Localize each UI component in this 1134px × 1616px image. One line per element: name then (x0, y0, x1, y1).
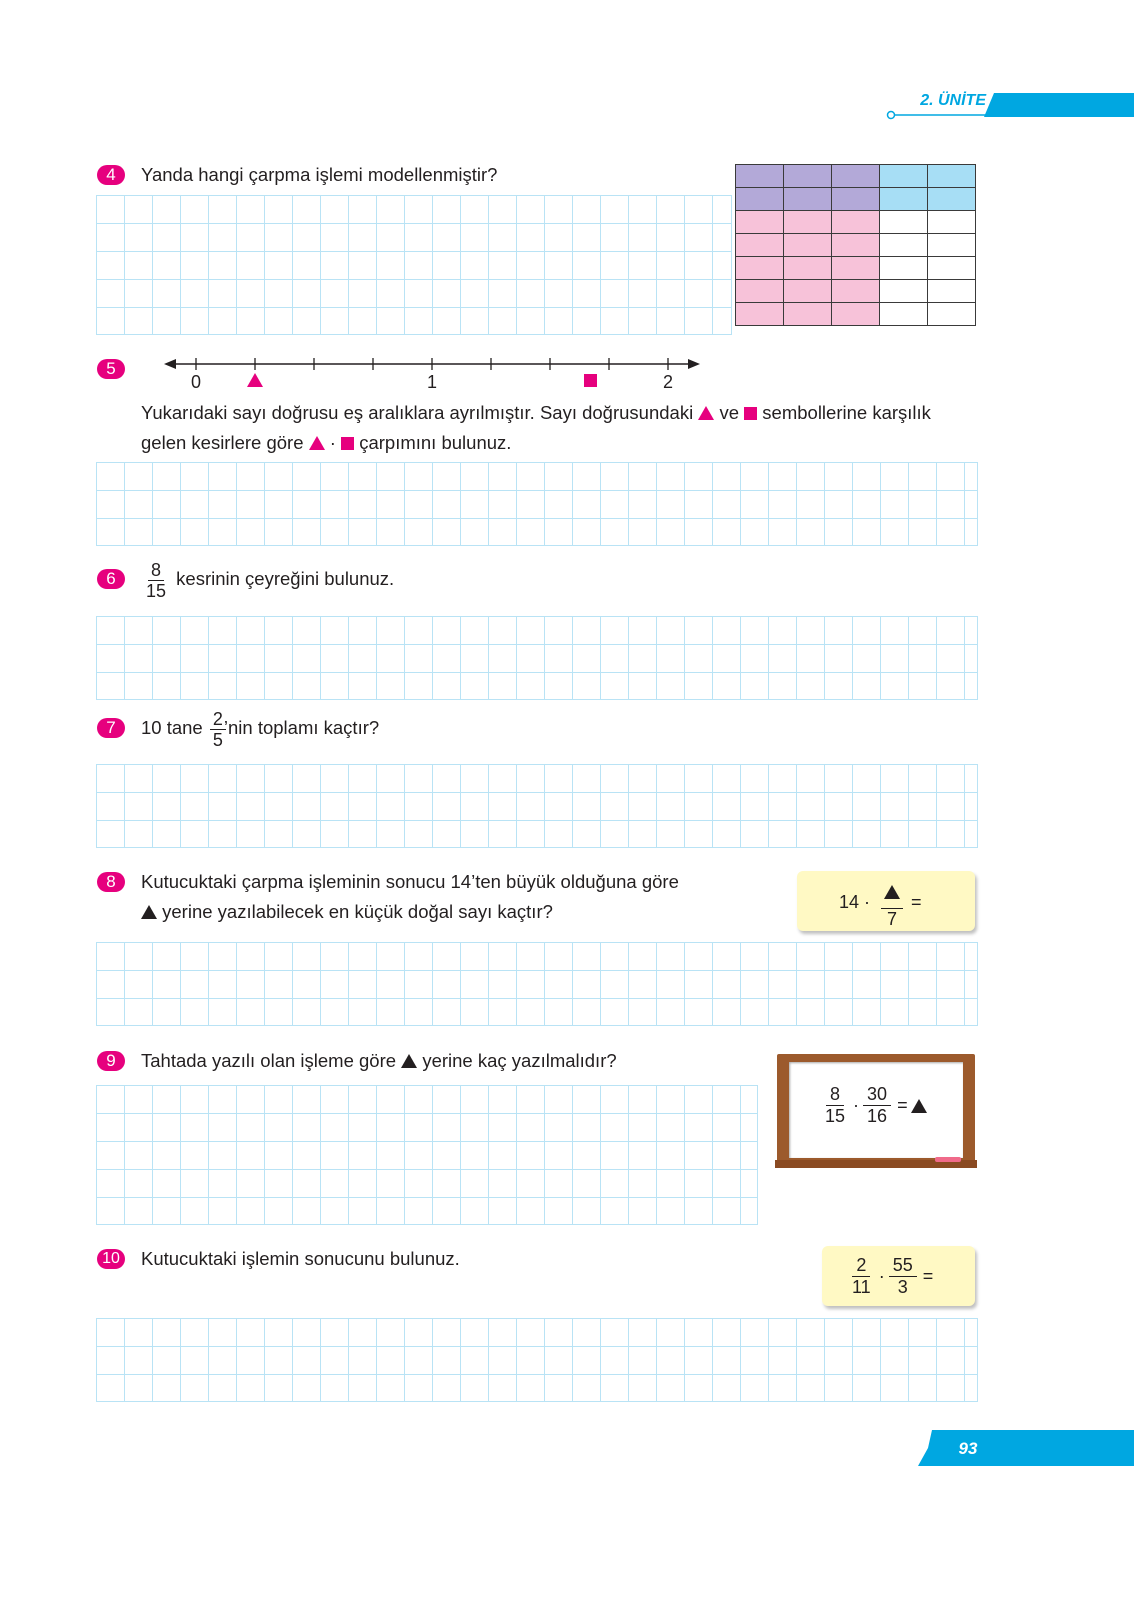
question-6-text (141, 557, 394, 601)
question-number-7: 7 (97, 718, 125, 738)
question-7-text (141, 706, 379, 750)
triangle-marker (247, 373, 263, 387)
fraction-denominator: 3 (897, 1277, 908, 1297)
q8-box-equals: = (911, 892, 922, 912)
multiplication-area-model (735, 164, 976, 326)
q8-box-left: 14 · (839, 892, 871, 912)
fraction-8-15 (143, 560, 169, 601)
q5-line2-start: gelen kesirlere göre (141, 432, 304, 453)
question-number-4: 4 (97, 165, 125, 185)
fraction-numerator: 30 (863, 1084, 891, 1106)
question-number-6: 6 (97, 569, 125, 589)
q5-line1-and: ve (719, 402, 740, 423)
square-icon (341, 437, 354, 450)
square-marker (584, 374, 597, 387)
fraction-numerator: 8 (826, 1084, 844, 1106)
q10-fraction-2 (889, 1255, 917, 1298)
triangle-icon (401, 1054, 417, 1068)
question-4-text: Yanda hangi çarpma işlemi modellenmiştir? (141, 164, 498, 185)
board-equals: = (897, 1095, 908, 1115)
question-number-10: 10 (97, 1249, 125, 1269)
number-line-label-0: 0 (190, 372, 201, 392)
q10-equals: = (922, 1266, 934, 1286)
board-expression (821, 1084, 927, 1127)
question-8-line-1: Kutucuktaki çarpma işleminin sonucu 14’ten büyük olduğuna göre (141, 871, 679, 892)
triangle-icon (884, 885, 900, 899)
q9-text-end: yerine kaç yazılmalıdır? (422, 1050, 617, 1071)
unit-label: 2. ÜNİTE (920, 92, 986, 109)
q5-line2-dot: · (329, 432, 336, 453)
fraction-numerator: 8 (148, 560, 164, 581)
q7-text-end: ’nin toplamı kaçtır? (223, 717, 380, 738)
fraction-numerator: 2 (852, 1255, 870, 1277)
q6-text: kesrinin çeyreğini bulunuz. (176, 568, 395, 589)
triangle-icon (911, 1099, 927, 1113)
q10-expression (848, 1255, 933, 1298)
fraction-denominator: 11 (852, 1277, 871, 1297)
answer-grid-8[interactable] (96, 942, 978, 1026)
answer-grid-7[interactable] (96, 764, 978, 848)
fraction-denominator: 15 (146, 580, 167, 601)
board-fraction-1 (821, 1084, 849, 1127)
question-number-9: 9 (97, 1051, 125, 1071)
page-number-tab (918, 1430, 1134, 1468)
question-number-8: 8 (97, 872, 125, 892)
q5-line1-end: sembollerine karşılık (762, 402, 931, 423)
fraction-denominator: 16 (867, 1106, 888, 1126)
page-number: 93 (958, 1439, 978, 1458)
board-fraction-2 (863, 1084, 891, 1127)
q9-text-start: Tahtada yazılı olan işleme göre (141, 1050, 397, 1071)
question-9-text (141, 1046, 617, 1076)
chalk-eraser (935, 1157, 961, 1162)
q8-box-fraction (881, 883, 903, 929)
fraction-denominator: 5 (212, 729, 223, 750)
q5-line1-start: Yukarıdaki sayı doğrusu eş aralıklara ayrılmıştır. Sayı doğrusundaki (141, 402, 694, 423)
q10-dot: · (878, 1266, 885, 1286)
fraction-numerator-triangle (881, 883, 903, 909)
triangle-icon (698, 406, 714, 420)
triangle-icon (141, 905, 157, 919)
q8-expression-box (797, 871, 975, 931)
chalkboard (777, 1054, 975, 1168)
answer-grid-9[interactable] (96, 1085, 758, 1225)
question-8-line-2 (141, 897, 553, 927)
square-icon (744, 407, 757, 420)
question-5-line-1 (141, 398, 931, 428)
q5-line2-end: çarpımını bulunuz. (359, 432, 512, 453)
number-line-label-2: 2 (662, 372, 673, 392)
answer-grid-10[interactable] (96, 1318, 978, 1402)
q8-line2-text: yerine yazılabilecek en küçük doğal sayı kaçtır? (162, 901, 553, 922)
answer-grid-6[interactable] (96, 616, 978, 700)
q7-text-start: 10 tane (141, 717, 203, 738)
fraction-denominator: 15 (825, 1106, 846, 1126)
q10-fraction-1 (848, 1255, 875, 1298)
fraction-numerator: 55 (889, 1255, 917, 1277)
question-5-line-2 (141, 428, 511, 458)
triangle-icon (309, 436, 325, 450)
q10-expression-box (822, 1246, 975, 1306)
answer-grid-5[interactable] (96, 462, 978, 546)
number-line-label-1: 1 (426, 372, 437, 392)
question-number-5: 5 (97, 359, 125, 379)
fraction-denominator: 7 (886, 909, 897, 929)
answer-grid-4[interactable] (96, 195, 732, 335)
question-10-text: Kutucuktaki işlemin sonucunu bulunuz. (141, 1248, 460, 1269)
fraction-numerator: 2 (210, 709, 226, 730)
board-dot: · (853, 1095, 860, 1115)
unit-header (886, 90, 1134, 130)
